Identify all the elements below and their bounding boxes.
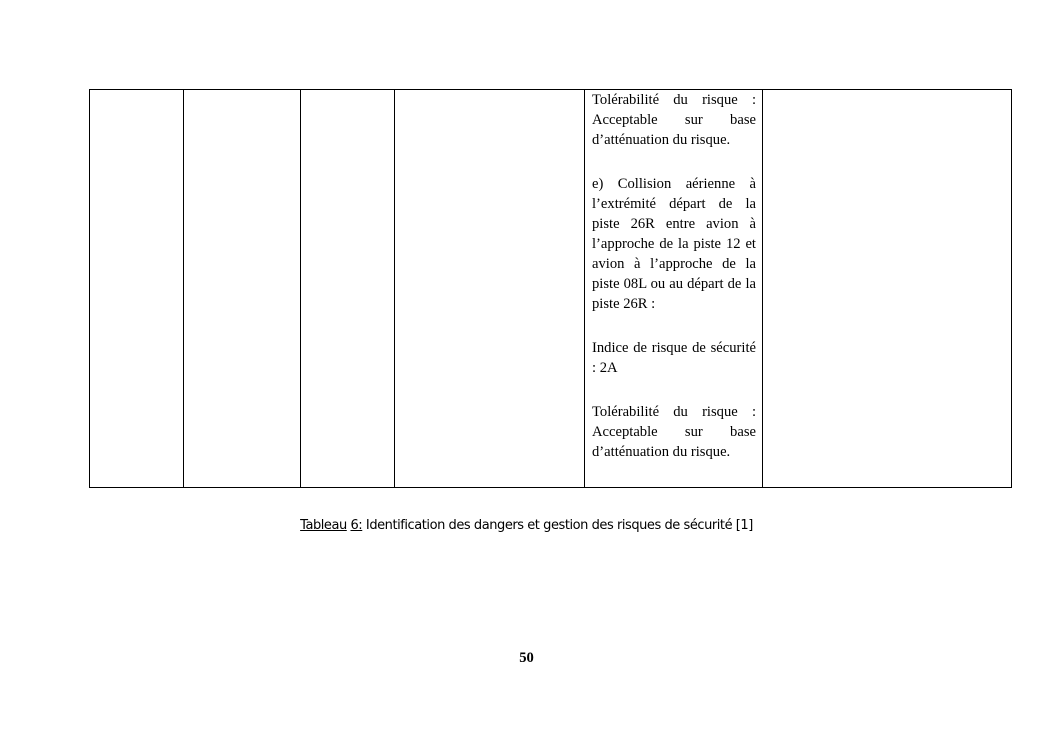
table-cell-1: [90, 90, 184, 488]
table-cell-6: [763, 90, 1012, 488]
table-cell-4: [395, 90, 585, 488]
table-cell-2: [184, 90, 301, 488]
risk-cell-text: [585, 90, 762, 462]
table-caption: [0, 517, 1053, 535]
caption-label: Tableau: [300, 518, 347, 533]
risk-paragraph: Tolérabilité du risque : Acceptable sur base d’atténuation du risque.: [592, 92, 756, 148]
risk-table: [89, 89, 1012, 488]
caption-number: 6:: [350, 518, 363, 533]
table-cell-3: [301, 90, 395, 488]
table-row: [90, 90, 1012, 488]
caption-text: Identification des dangers et gestion des risques de sécurité [1]: [362, 518, 753, 533]
page-number: 50: [519, 650, 534, 666]
risk-paragraph: e) Collision aérienne à l’extrémité départ de la piste 26R entre avion à l’approche de la piste 12 et avion à l’approche de la piste 08L ou au départ de la piste 26R :: [592, 176, 756, 312]
risk-paragraph: Indice de risque de sécurité : 2A: [592, 340, 756, 376]
risk-paragraph: Tolérabilité du risque : Acceptable sur base d’atténuation du risque.: [592, 404, 756, 460]
table-cell-risk: [585, 90, 763, 488]
